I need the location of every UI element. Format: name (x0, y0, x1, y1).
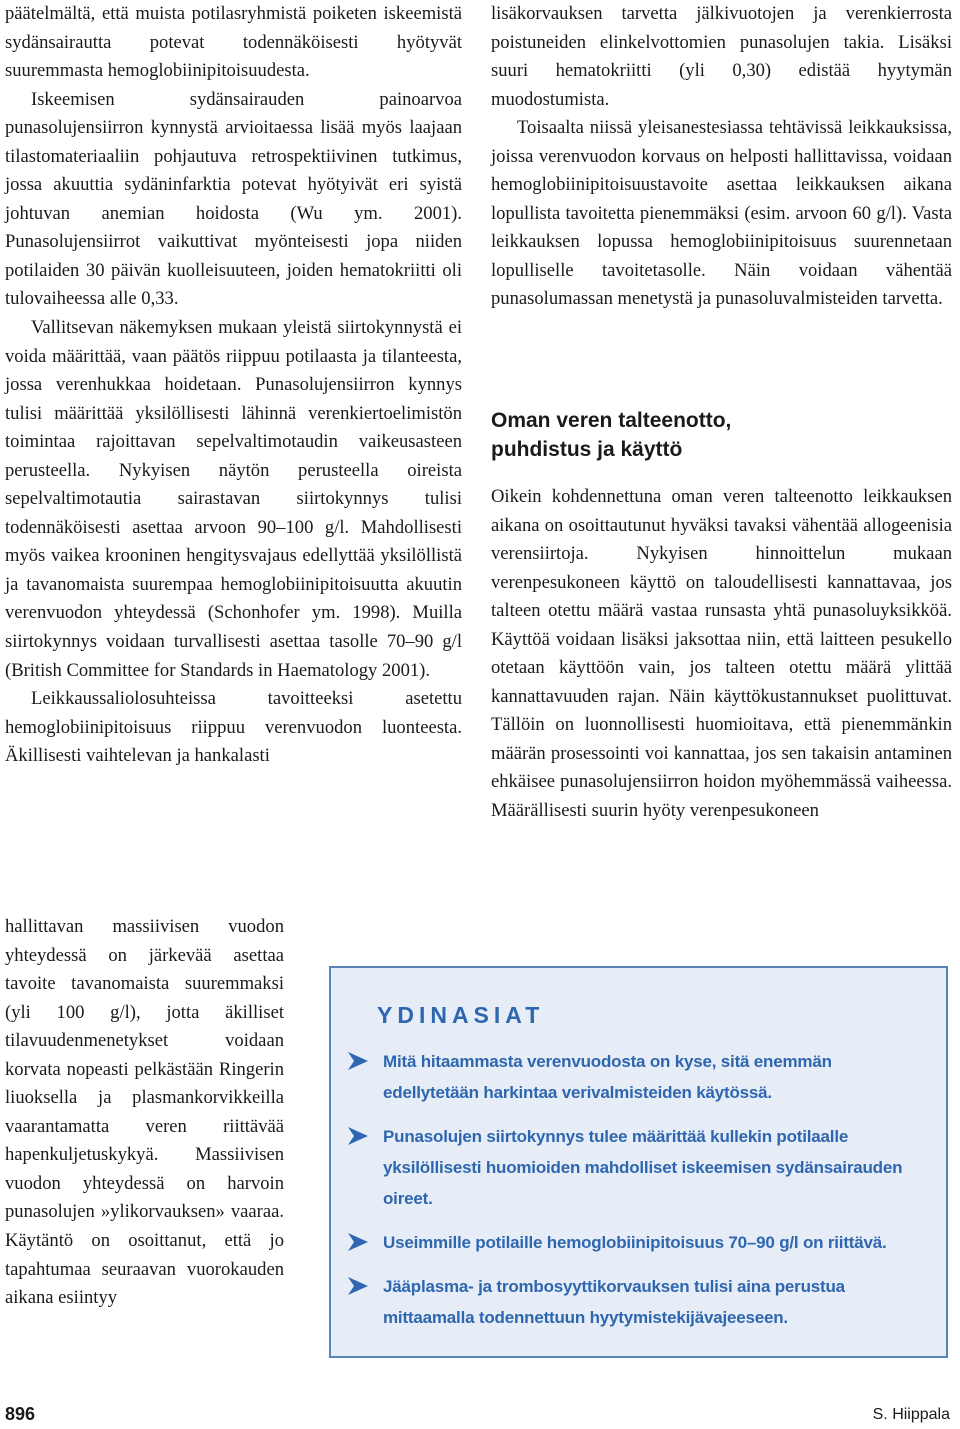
arrow-bullet-icon (347, 1125, 369, 1147)
arrow-bullet-icon (347, 1231, 369, 1253)
paragraph: hallittavan massiivisen vuodon yhteydessä on järkevää asettaa tavoite tavanomaista suuremmaksi (yli 100 g/l), jotta äkilliset tilavuudenmenetykset voidaan korvata nopeasti pelkästään Ringerin liuoksella ja plasmankorvikkeilla vaarantamatta veren riittävää hapenkuljetuskykyä. Massiivisen vuodon yhteydessä on harvoin punasolujen »ylikorvauksen» vaaraa. Käytäntö on osoittanut, että jo tapahtumaa seuraavan vuorokauden aikana esiintyy (5, 916, 284, 1309)
key-point-item (345, 1271, 925, 1333)
key-point-item (345, 1046, 925, 1108)
paragraph: Leikkaussaliolosuhteissa tavoitteeksi asetettu hemoglobiinipitoisuus riippuu verenvuodon luonteesta. Äkillisesti vaihtelevan ja hankalasti (5, 688, 462, 767)
arrow-bullet-icon (347, 1050, 369, 1072)
key-point-text: Punasolujen siirtokynnys tulee määrittää kullekin potilaalle yksilöllisesti huomioiden mahdolliset iskeemisen sydänsairauden oireet. (383, 1127, 903, 1208)
key-point-text: Jääplasma- ja trombosyyttikorvauksen tulisi aina perustua mittaamalla todennettuun hyytymistekijävajeeseen. (383, 1277, 845, 1327)
key-points-list (345, 1046, 925, 1346)
right-column (491, 0, 952, 314)
paragraph: päätelmältä, että muista potilasryhmistä poiketen iskeemistä sydänsairautta potevat todennäköisesti hyötyvät suuremmasta hemoglobiinipitoisuudesta. (5, 3, 462, 82)
left-column (5, 0, 462, 771)
key-points-box (329, 966, 948, 1358)
section-heading (491, 406, 921, 464)
author-name: S. Hiippala (872, 1406, 950, 1423)
key-point-item (345, 1227, 925, 1258)
section-heading-line: puhdistus ja käyttö (491, 438, 683, 461)
section-heading-line: Oman veren talteenotto, (491, 409, 732, 432)
left-column-narrow (5, 913, 284, 1313)
paragraph: lisäkorvauksen tarvetta jälkivuotojen ja verenkierrosta poistuneiden elinkelvottomien punasolujen takia. Lisäksi suuri hematokriitti (yli 0,30) edistää hyytymän muodostumista. (491, 3, 952, 110)
paragraph: Toisaalta niissä yleisanestesiassa tehtävissä leikkauksissa, joissa verenvuodon korvaus on helposti hallittavissa, voidaan hemoglobiinipitoisuustavoite asettaa leikkauksen aikana lopullista tavoitetta pienemmäksi (esim. arvoon 60 g/l). Vasta leikkauksen lopussa hemoglobiinipitoisuus suurennetaan lopulliselle tavoitetasolle. Näin voidaan vähentää punasolumassan menetystä ja punasoluvalmisteiden tarvetta. (491, 117, 952, 310)
arrow-bullet-icon (347, 1275, 369, 1297)
page-number: 896 (5, 1404, 36, 1424)
paragraph: Oikein kohdennettuna oman veren talteenotto leikkauksen aikana on osoittautunut hyväksi tavaksi vähentää allogeenisia verensiirtoja. Nykyisen hinnoittelun mukaan verenpesukoneen käyttö on taloudellisesti kannattavaa, jos talteen otettu määrä vastaa runsasta yhtä punasoluyksikköä. Käyttöä voidaan lisäksi jaksottaa niin, että laitteen pesukello otetaan käyttöön vain, jos talteen otettu määrä ylittää kannattavuuden rajan. Näin käyttökustannukset puolittuvat. Tällöin on luonnollisesti huomioitava, että pienemmänkin määrän prosessointi voi kannattaa, jos sen takaisin antaminen ehkäisee punasolujensiirron hoidon myöhemmässä vaiheessa. Määrällisesti suurin hyöty verenpesukoneen (491, 486, 952, 822)
right-column-section (491, 483, 952, 826)
key-point-item (345, 1121, 925, 1214)
paragraph: Vallitsevan näkemyksen mukaan yleistä siirtokynnystä ei voida määrittää, vaan päätös riippuu potilaasta ja tilanteesta, jossa verenhukkaa hoidetaan. Punasolujensiirron kynnys tulisi määrittää yksilöllisesti lähinnä verenkiertoelimistön toimintaa rajoittavan sepelvaltimotaudin vaikeusasteen perusteella. Nykyisen näytön perusteella oireista sepelvaltimotautia sairastavan siirtokynnys tulisi todennäköisesti asettaa arvoon 90–100 g/l. Mahdollisesti myös vaikea krooninen hengitysvajaus edellyttää yksilöllistä ja tavanomaista suurempaa hemoglobiinipitoisuutta akuutin verenvuodon yhteydessä (Schonhofer ym. 1998). Muilla siirtokynnys voidaan turvallisesti asettaa tasolle 70–90 g/l (British Committee for Standards in Haematology 2001). (5, 317, 462, 681)
key-point-text: Mitä hitaammasta verenvuodosta on kyse, sitä enemmän edellytetään harkintaa verivalmisteiden käytössä. (383, 1052, 832, 1102)
key-point-text: Useimmille potilaille hemoglobiinipitoisuus 70–90 g/l on riittävä. (383, 1233, 887, 1252)
key-points-title: YDINASIAT (377, 1002, 545, 1028)
paragraph: Iskeemisen sydänsairauden painoarvoa punasolujensiirron kynnystä arvioitaessa lisää myös laajaan tilastomateriaaliin pohjautuva retrospektiivinen tutkimus, jossa akuuttia sydäninfarktia potevat hyötyivät eri syistä johtuvan anemian hoidosta (Wu ym. 2001). Punasolujensiirrot vaikuttivat myönteisesti jopa niiden potilaiden 30 päivän kuolleisuuteen, joiden hematokriitti oli tulovaiheessa alle 0,33. (5, 88, 462, 310)
